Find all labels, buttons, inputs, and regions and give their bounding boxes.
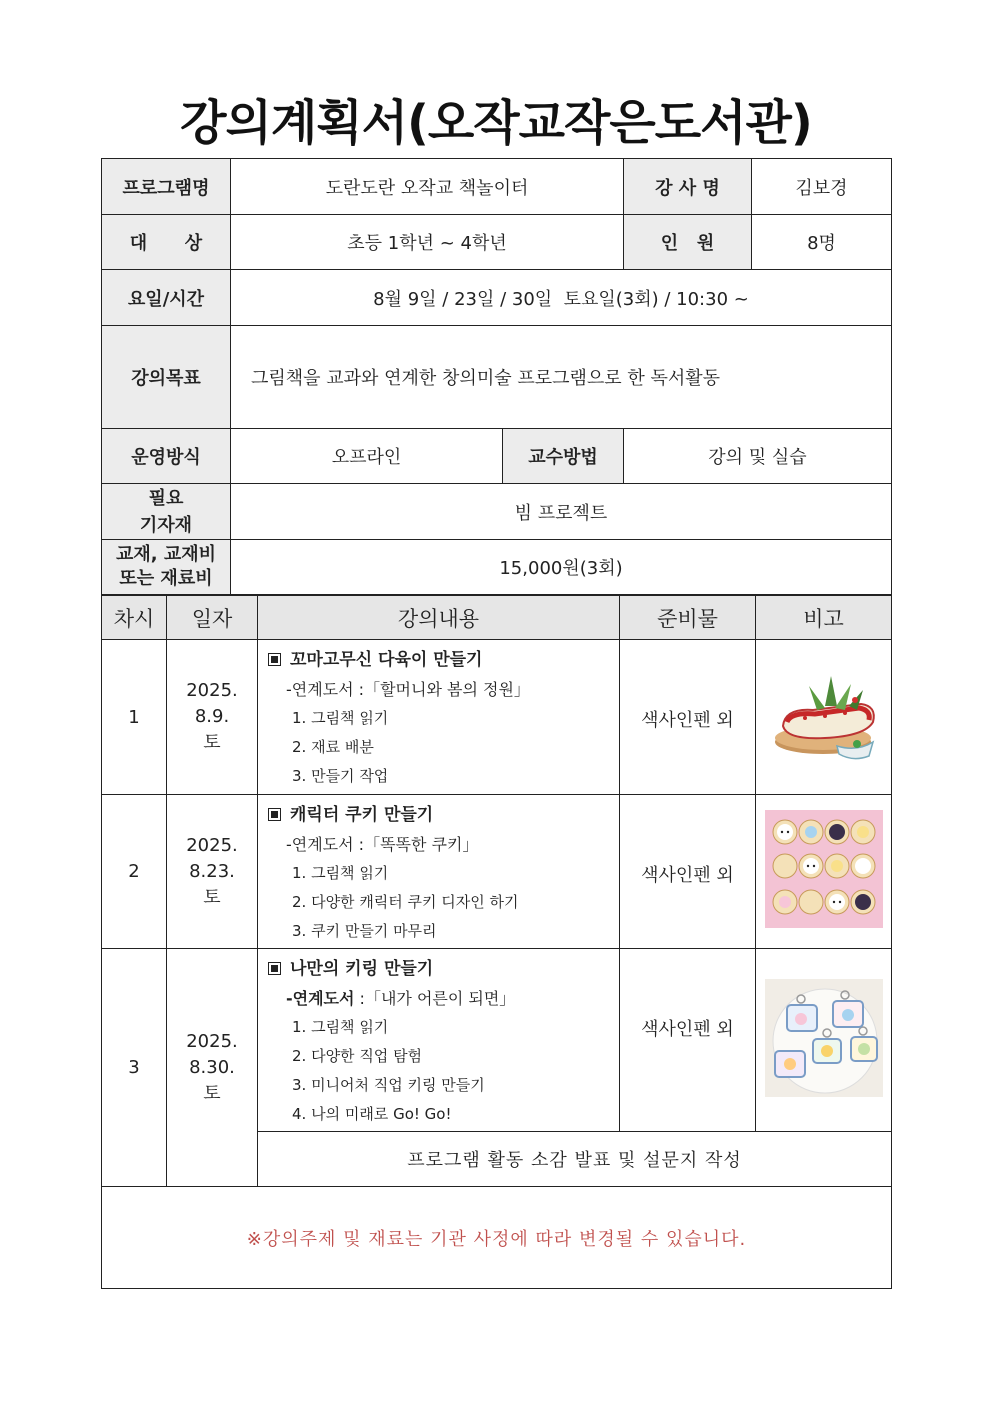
step-item: 4. 나의 미래로 Go! Go!: [292, 1105, 452, 1123]
header-content: 강의내용: [258, 596, 620, 640]
session-date: [167, 640, 258, 795]
session-note: [756, 949, 892, 1132]
header-note: 비고: [756, 596, 892, 640]
headcount-value: 8명: [752, 215, 892, 270]
instructor-value: 김보경: [752, 159, 892, 215]
square-bullet-icon: [268, 808, 281, 821]
step-item: 1. 그림책 읽기: [292, 709, 389, 727]
header-prep: 준비물: [620, 596, 756, 640]
date-weekday: 토: [203, 1082, 221, 1104]
date-day: 8.9.: [194, 706, 230, 727]
target-label: 대 상: [102, 215, 231, 270]
keyring-photo: [765, 979, 883, 1097]
table-row: [102, 949, 892, 1132]
date-day: 8.23.: [189, 860, 235, 882]
table-row: [102, 795, 892, 949]
step-item: 3. 만들기 작업: [292, 767, 389, 785]
step-item: 3. 쿠키 만들기 마무리: [292, 922, 437, 940]
schedule-table: [101, 595, 892, 1289]
fee-label: [102, 540, 231, 595]
session-number: 3: [102, 949, 167, 1187]
square-bullet-icon: [268, 653, 281, 666]
page-title: 강의계획서(오작교작은도서관): [180, 95, 812, 151]
target-value: 초등 1학년 ~ 4학년: [231, 215, 624, 270]
table-row: [102, 640, 892, 795]
info-table: [101, 158, 892, 595]
session-note: [756, 640, 892, 795]
fee-label-line1: 교재, 교재비: [115, 544, 217, 565]
date-day: 8.30.: [189, 1056, 235, 1078]
fee-value: 15,000원(3회): [231, 540, 892, 595]
program-label: 프로그램명: [102, 159, 231, 215]
equipment-value: 빔 프로젝트: [231, 484, 892, 540]
method-value: 강의 및 실습: [624, 429, 892, 484]
wrap-up-activity: 프로그램 활동 소감 발표 및 설문지 작성: [258, 1132, 892, 1187]
date-year: 2025.: [186, 1030, 238, 1052]
equipment-label-line1: 필요: [148, 487, 184, 509]
session-number: 1: [102, 640, 167, 795]
session-prep: 색사인펜 외: [620, 795, 756, 949]
linked-book: -연계도서 :「할머니와 봄의 정원」: [286, 680, 530, 699]
goal-value: 그림책을 교과와 연계한 창의미술 프로그램으로 한 독서활동: [231, 326, 892, 429]
schedule-value: 8월 9일 / 23일 / 30일 토요일(3회) / 10:30 ~: [231, 270, 892, 326]
instructor-label: 강 사 명: [624, 159, 752, 215]
session-prep: 색사인펜 외: [620, 640, 756, 795]
session-content: [258, 795, 620, 949]
step-item: 1. 그림책 읽기: [292, 1018, 389, 1036]
goal-label: 강의목표: [102, 326, 231, 429]
session-content: [258, 949, 620, 1132]
equipment-label: [102, 484, 231, 540]
fee-label-line2: 또는 재료비: [119, 568, 213, 589]
session-note: [756, 795, 892, 949]
schedule-label: 요일/시간: [102, 270, 231, 326]
character-cookies-photo: [765, 810, 883, 928]
linked-book: -연계도서 :「똑똑한 쿠키」: [286, 835, 479, 854]
session-date: [167, 949, 258, 1187]
step-item: 2. 다양한 캐릭터 쿠키 디자인 하기: [292, 893, 519, 911]
linked-book-label: -연계도서: [286, 989, 355, 1008]
date-weekday: 토: [203, 886, 221, 908]
step-item: 3. 미니어처 직업 키링 만들기: [292, 1076, 485, 1094]
activity-text: 꼬마고무신 다육이 만들기: [290, 650, 483, 670]
step-item: 1. 그림책 읽기: [292, 864, 389, 882]
activity-title: [268, 801, 619, 830]
session-prep: 색사인펜 외: [620, 949, 756, 1132]
program-value: 도란도란 오작교 책놀이터: [231, 159, 624, 215]
equipment-label-line2: 기자재: [139, 514, 193, 536]
succulent-shoe-photo: [765, 656, 883, 774]
date-year: 2025.: [186, 834, 238, 856]
operation-label: 운영방식: [102, 429, 231, 484]
session-number: 2: [102, 795, 167, 949]
operation-value: 오프라인: [231, 429, 503, 484]
headcount-label: 인 원: [624, 215, 752, 270]
change-notice: ※강의주제 및 재료는 기관 사정에 따라 변경될 수 있습니다.: [102, 1187, 892, 1289]
date-weekday: 토: [203, 732, 221, 753]
activity-title: [268, 955, 619, 984]
header-session: 차시: [102, 596, 167, 640]
session-content: [258, 640, 620, 795]
activity-text: 캐릭터 쿠키 만들기: [290, 805, 434, 825]
activity-title: [268, 646, 619, 675]
step-item: 2. 재료 배분: [292, 738, 374, 756]
date-year: 2025.: [186, 680, 238, 701]
step-item: 2. 다양한 직업 탐험: [292, 1047, 423, 1065]
session-date: [167, 795, 258, 949]
square-bullet-icon: [268, 962, 281, 975]
activity-text: 나만의 키링 만들기: [290, 959, 434, 979]
linked-book: [268, 984, 619, 1013]
linked-book-title: :「내가 어른이 되면」: [354, 989, 516, 1008]
header-date: 일자: [167, 596, 258, 640]
method-label: 교수방법: [503, 429, 624, 484]
